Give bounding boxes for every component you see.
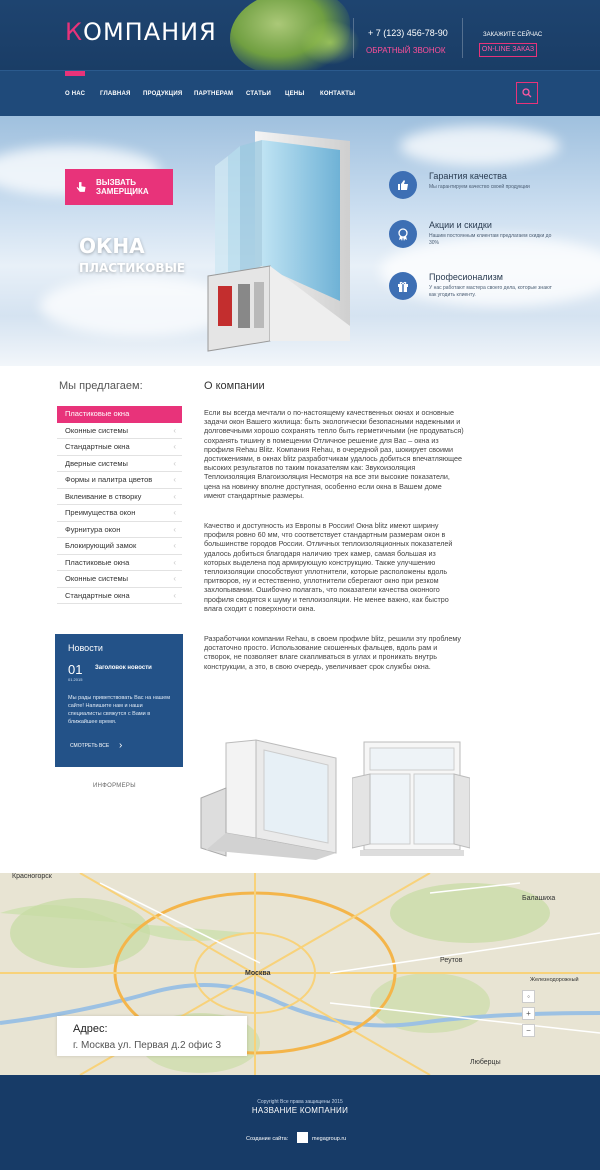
- chevron-left-icon: ‹: [173, 442, 176, 451]
- map-layer-button[interactable]: ◦: [522, 990, 535, 1003]
- sidebar-item[interactable]: [57, 571, 182, 588]
- site-footer: [0, 1075, 600, 1170]
- chevron-left-icon: ‹: [173, 557, 176, 567]
- feature-icon-wrap: [389, 171, 417, 199]
- cloud-decoration: [400, 126, 560, 166]
- site-logo[interactable]: [65, 18, 217, 46]
- address-text: г. Москва ул. Первая д.2 офис 3: [73, 1040, 222, 1051]
- map-city-label: Красногорск: [12, 873, 52, 880]
- feature-icon-wrap: [389, 220, 417, 248]
- header-phone: + 7 (123) 456-78-90: [368, 28, 448, 38]
- search-button[interactable]: [516, 82, 538, 104]
- sidebar-item-label: Пластиковые окна: [65, 557, 130, 567]
- map-city-label: Балашиха: [522, 895, 556, 902]
- sidebar-item-label: Вклеивание в створку: [65, 491, 142, 501]
- thumbs-up-icon: [396, 178, 410, 192]
- sidebar-item-label: Фурнитура окон: [65, 524, 121, 534]
- hero-subtitle: ПЛАСТИКОВЫЕ: [79, 261, 186, 275]
- creator-link[interactable]: megagroup.ru: [312, 1136, 347, 1142]
- feature-title: Професионализм: [429, 272, 503, 282]
- hand-pointer-icon: [75, 179, 88, 195]
- map-zoom-out-button[interactable]: −: [522, 1024, 535, 1037]
- news-see-all-link[interactable]: СМОТРЕТЬ ВСЕ: [70, 743, 110, 749]
- address-card: [57, 1016, 247, 1056]
- nav-item-home[interactable]: ГЛАВНАЯ: [100, 91, 131, 97]
- footer-company-name: НАЗВАНИЕ КОМПАНИИ: [251, 1106, 349, 1115]
- online-order-button[interactable]: ON-LINE ЗАКАЗ: [479, 43, 537, 57]
- sidebar-item[interactable]: [57, 406, 182, 423]
- chevron-left-icon: ‹: [173, 590, 176, 600]
- sidebar-item[interactable]: [57, 505, 182, 522]
- leaf-decoration-small: [300, 20, 360, 65]
- feature-icon-wrap: [389, 272, 417, 300]
- sidebar-item[interactable]: [57, 588, 182, 605]
- call-measurer-button[interactable]: [65, 169, 173, 205]
- open-window-image: [196, 738, 341, 860]
- feature-text: Нашим постоянным клиентам предлагаем скидки до 30%: [429, 233, 552, 246]
- sidebar-item-label: Преимущества окон: [65, 508, 136, 517]
- chevron-left-icon: ‹: [173, 458, 176, 468]
- window-profile-image: [200, 126, 360, 356]
- sidebar-item[interactable]: [57, 456, 182, 473]
- created-by-label: Создание сайта:: [246, 1136, 289, 1142]
- copyright-text: Copyright Все права защищены 2015: [257, 1099, 343, 1105]
- search-icon: [522, 88, 532, 98]
- logo-first-letter: К: [65, 18, 84, 46]
- sidebar-item[interactable]: [57, 522, 182, 539]
- hero-title: ОКНА: [79, 234, 145, 258]
- chevron-left-icon: ‹: [173, 541, 176, 550]
- sidebar-item-label: Блокирующий замок: [65, 541, 137, 550]
- nav-item-articles[interactable]: СТАТЬИ: [246, 91, 271, 97]
- product-category-list: [57, 406, 182, 604]
- news-headline-link[interactable]: Заголовок новости: [95, 665, 152, 671]
- news-text: Мы рады приветствовать Вас на нашем сайте! Напишите нам и наши специалисты свяжутся с Вами в ближайшее время.: [68, 695, 171, 725]
- chevron-left-icon: ‹: [173, 491, 176, 501]
- news-date: 01.2015: [68, 677, 83, 682]
- map-city-label: Реутов: [440, 957, 463, 964]
- gift-icon: [396, 279, 410, 293]
- sidebar-item[interactable]: [57, 489, 182, 506]
- chevron-left-icon: ‹: [173, 508, 176, 517]
- address-title: Адрес:: [73, 1023, 108, 1035]
- megagroup-logo-icon: [297, 1132, 308, 1143]
- nav-item-products[interactable]: ПРОДУКЦИЯ: [143, 91, 183, 97]
- chevron-left-icon: ‹: [173, 574, 176, 583]
- feature-text: Мы гарантируем качество своей продукции: [429, 184, 530, 190]
- offer-heading: Мы предлагаем:: [59, 380, 143, 392]
- about-paragraph: Разработчики компании Rehau, в своем профиле blitz, решили эту проблему достаточно просто. Использование скошенных фальцев, вдоль рам и створок, не позволяет влаге скапливаться в углах и проникать внутрь конструкции, а это, в свою очередь, увеличивает срок службы окна.: [204, 634, 461, 671]
- callback-link[interactable]: ОБРАТНЫЙ ЗВОНОК: [366, 46, 446, 55]
- call-measurer-label: ВЫЗВАТЬ ЗАМЕРЩИКА: [95, 178, 149, 196]
- nav-item-prices[interactable]: ЦЕНЫ: [285, 91, 305, 97]
- map-zoom-in-button[interactable]: +: [522, 1007, 535, 1020]
- about-title: О компании: [204, 380, 265, 392]
- news-title: Новости: [68, 643, 103, 653]
- sidebar-item[interactable]: [57, 423, 182, 440]
- sidebar-item[interactable]: [57, 439, 182, 456]
- feature-text: У нас работают мастера своего дела, которые знают как угодить клиенту.: [429, 285, 552, 298]
- sidebar-item-label: Формы и палитра цветов: [65, 475, 153, 484]
- nav-item-partners[interactable]: ПАРТНЕРАМ: [194, 91, 234, 97]
- chevron-right-icon[interactable]: ›: [119, 740, 123, 751]
- news-day: 01: [68, 662, 83, 677]
- header-divider: [462, 18, 463, 58]
- sidebar-item[interactable]: [57, 555, 182, 572]
- site-header: [0, 0, 600, 70]
- map-city-label: Москва: [245, 970, 271, 977]
- nav-item-about[interactable]: О НАС: [65, 91, 86, 97]
- feature-title: Акции и скидки: [429, 220, 492, 230]
- about-paragraph: Если вы всегда мечтали о по-настоящему качественных окнах и основные задачи окон Вашего жилища: быть экологически безопасными надежными и долговечными хорошо сохранять тепло быть герметичными (не продуваться) сохранять тишину в помещении Отличное решение для Вас – окна из профиля Rehau Blitz. Компания Rehau, в очередной раз, шокирует своими достижениями, в окнах blitz разработчикам удалось добиться впечатляющее высоких результатов по таким показателям как: Звукоизоляция Теплоизоляция Влагоизоляция Несмотря на все эти высокие показатели, цена на новинку вполне доступная, особенно если окна в Вашем доме имеют стандартные размеры.: [204, 408, 464, 500]
- feature-title: Гарантия качества: [429, 171, 507, 181]
- sidebar-item-label: Оконные системы: [65, 574, 129, 583]
- sidebar-item[interactable]: [57, 472, 182, 489]
- discount-icon: [396, 227, 410, 241]
- sidebar-item-label: Стандартные окна: [65, 590, 130, 600]
- logo-rest: ОМПАНИЯ: [83, 18, 217, 46]
- sidebar-item-label: Стандартные окна: [65, 442, 130, 451]
- sidebar-item-label: Дверные системы: [65, 458, 128, 468]
- main-nav: [0, 70, 600, 116]
- sidebar-item-label: Оконные системы: [65, 425, 129, 435]
- map-city-label: Люберцы: [470, 1059, 501, 1066]
- closed-window-image: [352, 738, 470, 860]
- nav-item-contacts[interactable]: КОНТАКТЫ: [320, 91, 356, 97]
- map-city-label: Железнодорожный: [530, 977, 579, 983]
- chevron-left-icon: ‹: [173, 524, 176, 534]
- sidebar-item-label: Пластиковые окна: [65, 409, 130, 418]
- order-now-label: ЗАКАЖИТЕ СЕЙЧАС: [483, 32, 543, 38]
- about-paragraph: Качество и доступность из Европы в России! Окна blitz имеют ширину профиля ровно 60 мм, что соответствует стандартным размерам окон в большинстве городов России. Отличных теплоизоляционных показателей удалось добиться благодаря наличию трех камер, самая большая из которых выделена под армирующую конструкцию. Также улучшению теплоизоляции способствуют уплотнители, которые расположены вдоль притворов, ну и естественно, уплотнители сберегают окно при резком захлопывании. Ошибочно полагать, что показатели качества оконного профиля сводятся к шуму и теплоизоляции. Не менее важно, как быстро влага сходит с поверхности окна.: [204, 521, 453, 613]
- header-divider: [353, 18, 354, 58]
- news-block: [55, 634, 183, 767]
- informers-label: ИНФОРМЕРЫ: [93, 783, 136, 789]
- hero-banner: [0, 116, 600, 366]
- nav-active-indicator: [65, 71, 85, 76]
- chevron-left-icon: ‹: [173, 475, 176, 484]
- sidebar-item[interactable]: [57, 538, 182, 555]
- chevron-left-icon: ‹: [173, 425, 176, 435]
